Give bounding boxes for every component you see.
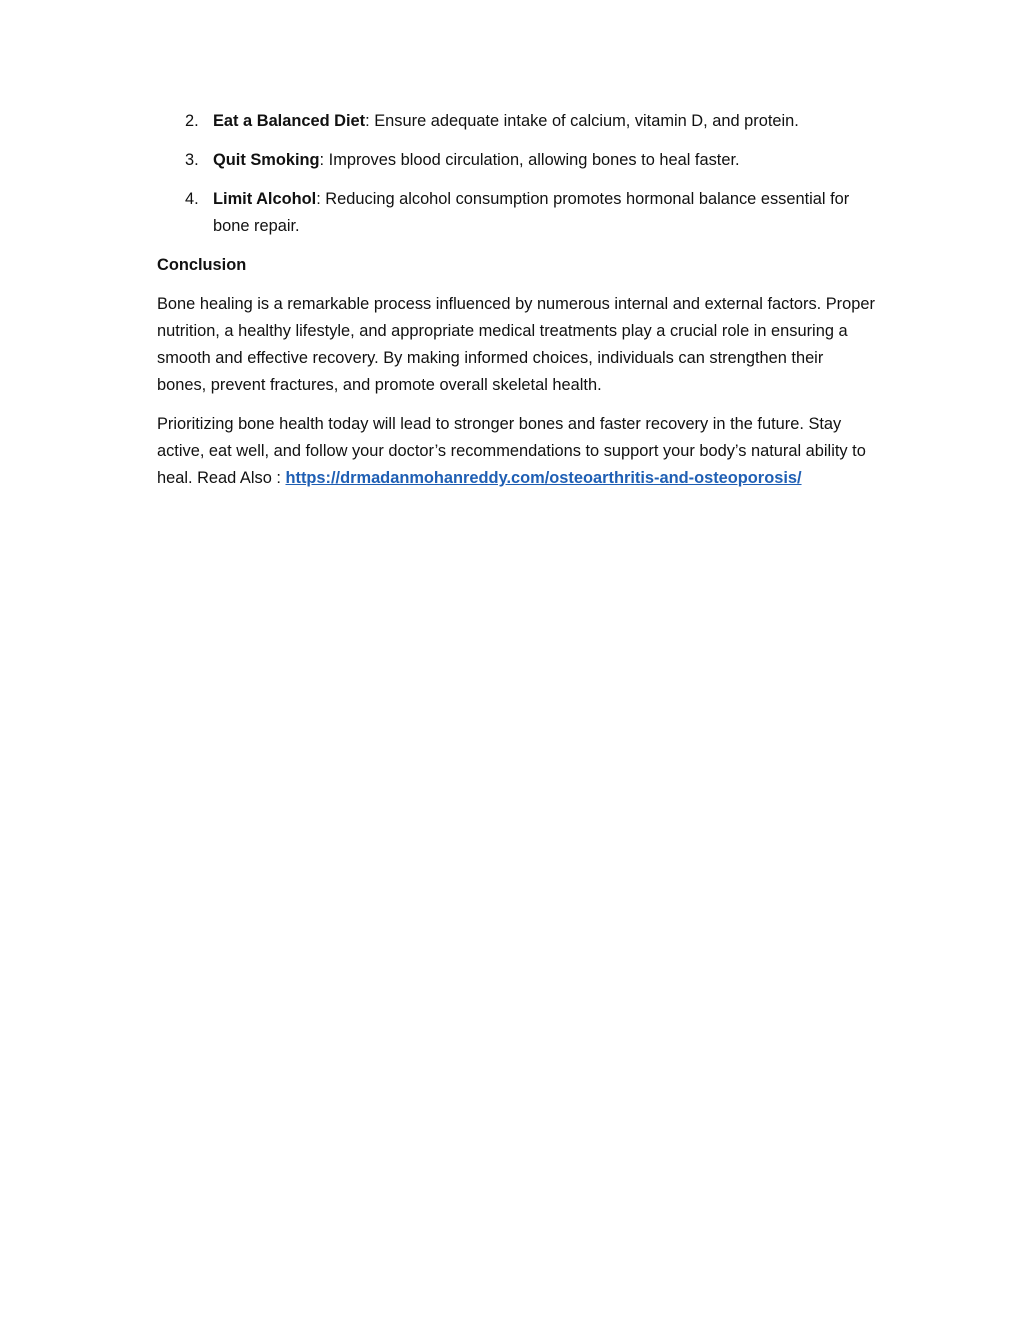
list-number: 2.: [185, 112, 199, 130]
list-term: Limit Alcohol: [213, 190, 317, 208]
list-term: Quit Smoking: [213, 151, 320, 169]
read-also-paragraph: [157, 411, 877, 492]
read-also-text: Prioritizing bone health today will lead to stronger bones and faster recovery in the future. Stay active, eat well, and follow your doctor’s recommendations to support your body’s natural ability to heal. Read Also :: [157, 415, 866, 487]
list-text: : Reducing alcohol consumption promotes hormonal balance essential for bone repair.: [213, 190, 850, 235]
list-text: : Ensure adequate intake of calcium, vitamin D, and protein.: [365, 112, 799, 130]
list-number: 4.: [185, 190, 199, 208]
list-term: Eat a Balanced Diet: [213, 112, 366, 130]
conclusion-heading: Conclusion: [157, 256, 247, 274]
list-item: [157, 108, 877, 135]
list-item: [157, 186, 877, 240]
tips-list: [157, 108, 877, 240]
list-number: 3.: [185, 151, 199, 169]
read-also-link[interactable]: https://drmadanmohanreddy.com/osteoarthritis-and-osteoporosis/: [285, 469, 802, 487]
document-page: [157, 108, 877, 504]
list-text: : Improves blood circulation, allowing bones to heal faster.: [319, 151, 740, 169]
list-item: [157, 147, 877, 174]
conclusion-paragraph: Bone healing is a remarkable process influenced by numerous internal and external factors. Proper nutrition, a healthy lifestyle, and appropriate medical treatments play a crucial role in ensuring a smooth and effective recovery. By making informed choices, individuals can strengthen their bones, prevent fractures, and promote overall skeletal health.: [157, 295, 875, 394]
